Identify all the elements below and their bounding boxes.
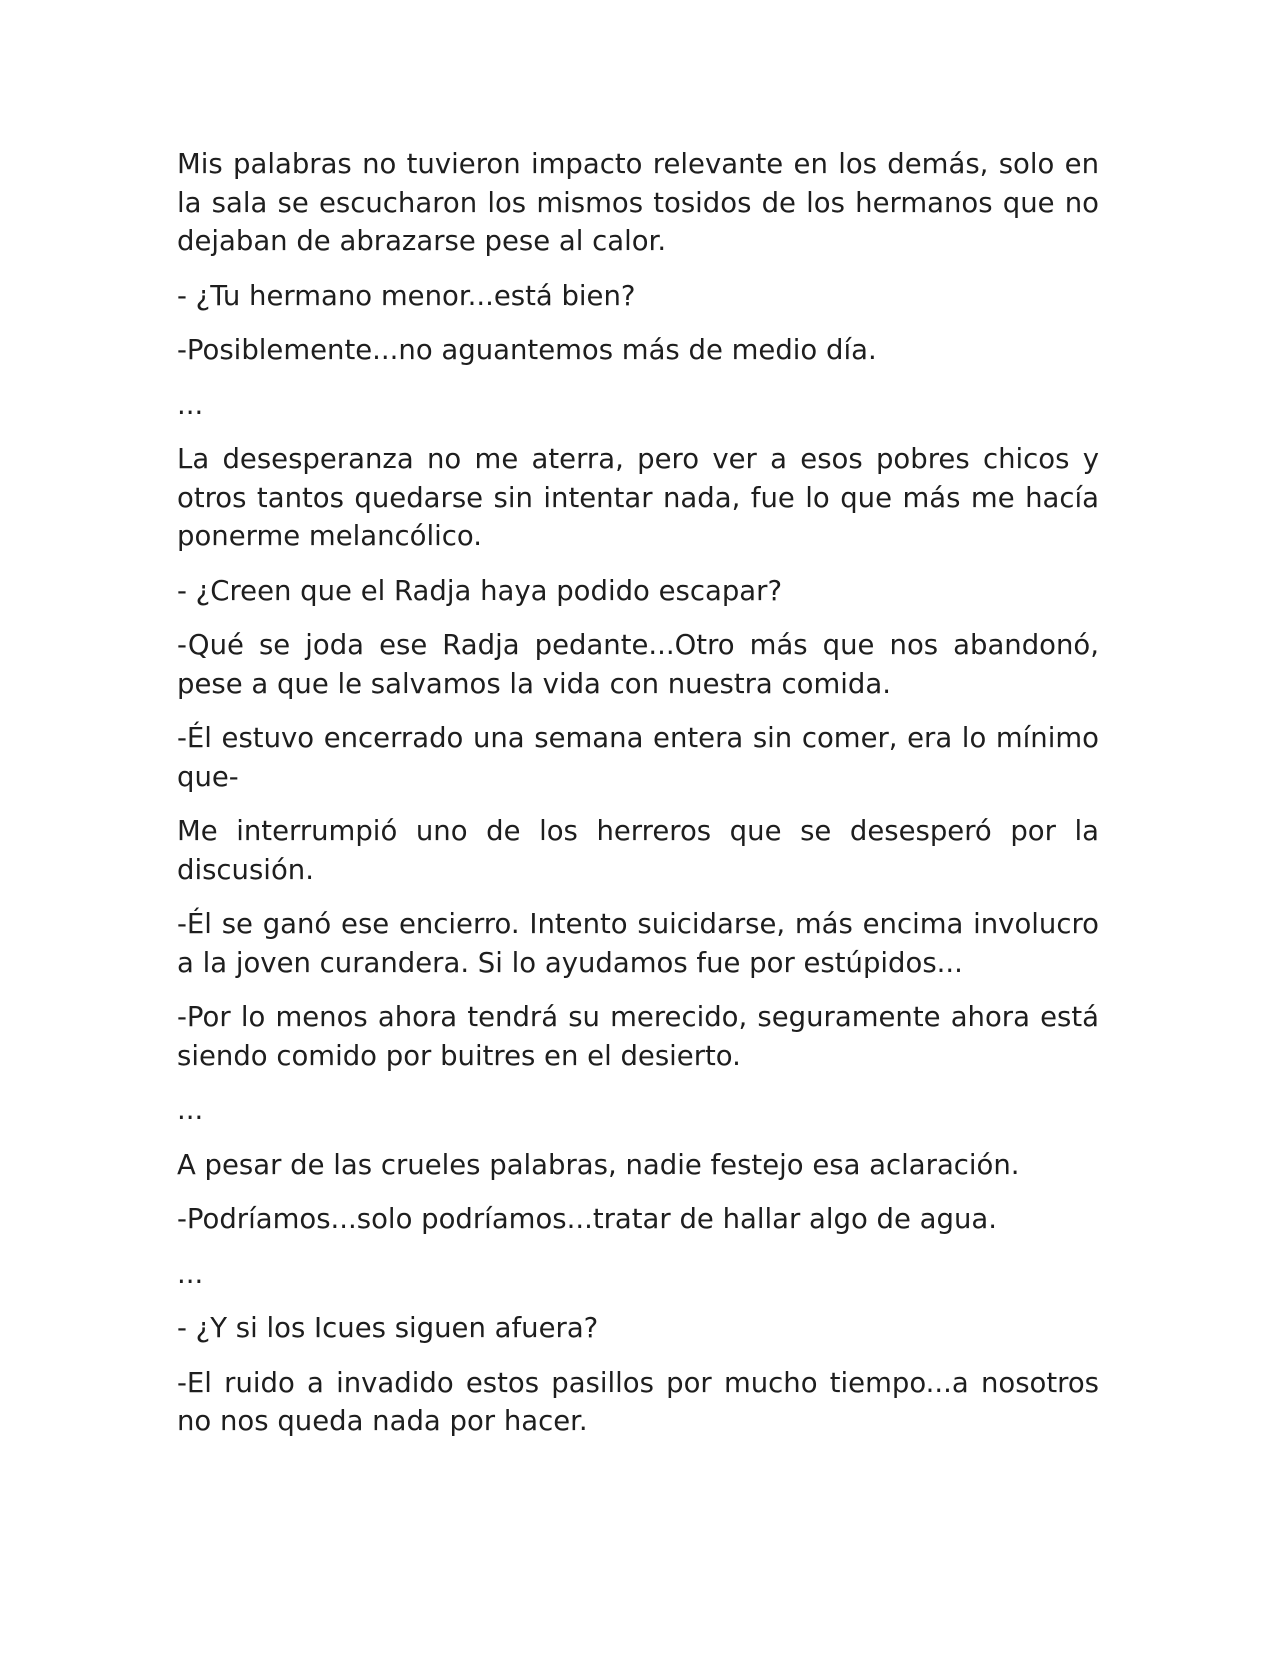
dialogue-line: -Él estuvo encerrado una semana entera sin comer, era lo mínimo que- [177,722,1099,793]
ellipsis-line: ... [177,1257,204,1290]
dialogue-line: -El ruido a invadido estos pasillos por mucho tiempo...a nosotros no nos queda nada por hacer. [177,1366,1099,1437]
dialogue-line: - ¿Tu hermano menor...está bien? [177,279,636,312]
ellipsis-line: ... [177,1094,204,1126]
dialogue-line: -Por lo menos ahora tendrá su merecido, seguramente ahora está siendo comido por buitres en el desierto. [177,1001,1099,1072]
dialogue-line: - ¿Creen que el Radja haya podido escapar? [177,574,783,607]
dialogue-line: -Qué se joda ese Radja pedante...Otro más que nos abandonó, pese a que le salvamos la vida con nuestra comida. [177,629,1099,700]
dialogue-line: -Podríamos...solo podríamos...tratar de hallar algo de agua. [177,1203,997,1235]
dialogue-line: -Él se ganó ese encierro. Intento suicidarse, más encima involucro a la joven curandera. Si lo ayudamos fue por estúpidos... [177,908,1099,979]
paragraph: La desesperanza no me aterra, pero ver a esos pobres chicos y otros tantos quedarse sin intentar nada, fue lo que más me hacía ponerme melancólico. [177,443,1099,552]
dialogue-line: -Posiblemente...no aguantemos más de medio día. [177,334,877,366]
ellipsis-line: ... [177,388,204,421]
paragraph: A pesar de las crueles palabras, nadie festejo esa aclaración. [177,1148,1020,1181]
document-body [177,145,1099,1457]
dialogue-line: - ¿Y si los Icues siguen afuera? [177,1312,599,1344]
paragraph: Me interrumpió uno de los herreros que se desesperó por la discusión. [177,815,1099,886]
paragraph: Mis palabras no tuvieron impacto relevante en los demás, solo en la sala se escucharon los mismos tosidos de los hermanos que no dejaban de abrazarse pese al calor. [177,148,1099,257]
